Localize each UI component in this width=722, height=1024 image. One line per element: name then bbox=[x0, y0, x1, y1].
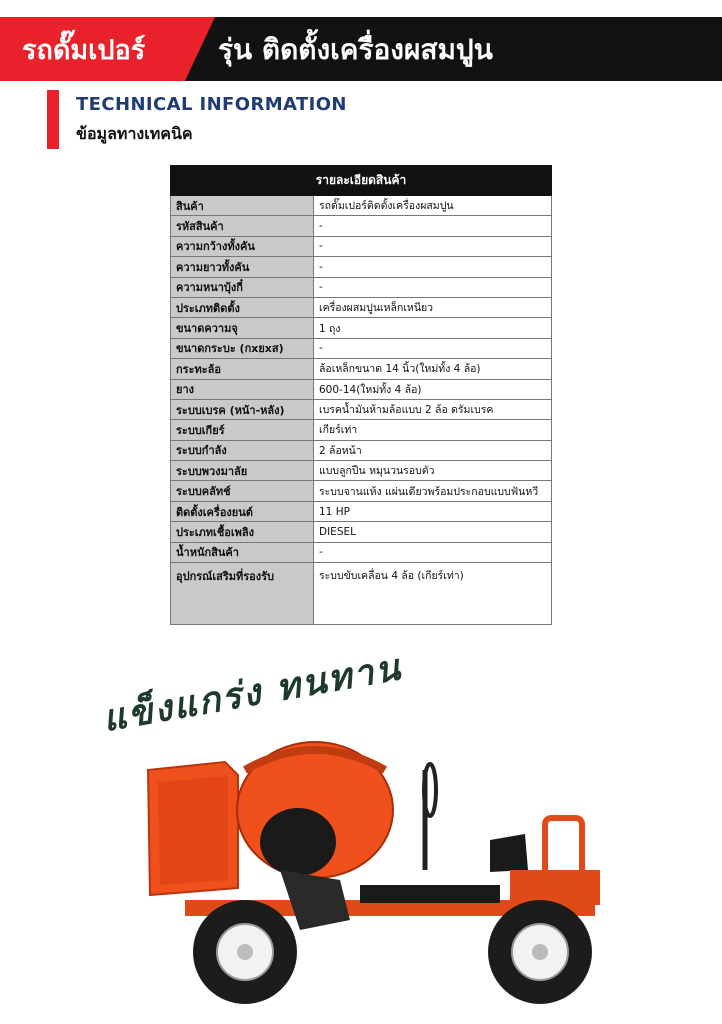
spec-row bbox=[171, 236, 552, 256]
spec-row bbox=[171, 440, 552, 460]
spec-value: รถดั๊มเปอร์ติดตั้งเครื่องผสมปูน bbox=[314, 196, 552, 216]
hopper-panel bbox=[158, 776, 228, 885]
spec-value: - bbox=[314, 277, 552, 297]
spec-label: ระบบพวงมาลัย bbox=[171, 461, 314, 481]
spec-label: ระบบเกียร์ bbox=[171, 420, 314, 440]
spec-row bbox=[171, 318, 552, 338]
engine-block bbox=[360, 885, 500, 903]
spec-row bbox=[171, 542, 552, 562]
spec-table-body bbox=[171, 196, 552, 625]
spec-value: แบบลูกปืน หมุนวนรอบตัว bbox=[314, 461, 552, 481]
concrete-mixer-dumper-illustration bbox=[130, 730, 610, 1020]
spec-label: ความกว้างทั้งคัน bbox=[171, 236, 314, 256]
spec-row bbox=[171, 196, 552, 216]
spec-row bbox=[171, 461, 552, 481]
spec-label: อุปกรณ์เสริมที่รองรับ bbox=[171, 563, 314, 625]
spec-label: ประเภทเชื้อเพลิง bbox=[171, 522, 314, 542]
spec-label: สินค้า bbox=[171, 196, 314, 216]
spec-value: DIESEL bbox=[314, 522, 552, 542]
spec-value: เกียร์เท่า bbox=[314, 420, 552, 440]
spec-row bbox=[171, 216, 552, 236]
spec-label: รหัสสินค้า bbox=[171, 216, 314, 236]
rear-wheel-hub bbox=[532, 944, 548, 960]
spec-row bbox=[171, 379, 552, 399]
spec-table-header-row bbox=[171, 166, 552, 196]
spec-value: - bbox=[314, 257, 552, 277]
spec-value: 600-14(ใหม่ทั้ง 4 ล้อ) bbox=[314, 379, 552, 399]
front-wheel-hub bbox=[237, 944, 253, 960]
slogan: แข็งแกร่ง ทนทาน bbox=[99, 646, 405, 741]
spec-row bbox=[171, 501, 552, 521]
spec-value: 2 ล้อหน้า bbox=[314, 440, 552, 460]
spec-label: ระบบคลัทช์ bbox=[171, 481, 314, 501]
section-accent-bar bbox=[47, 90, 59, 149]
spec-value: - bbox=[314, 338, 552, 358]
discharge-chute bbox=[280, 870, 350, 930]
spec-row bbox=[171, 522, 552, 542]
spec-row bbox=[171, 481, 552, 501]
spec-row bbox=[171, 257, 552, 277]
spec-row bbox=[171, 338, 552, 358]
spec-row bbox=[171, 297, 552, 317]
spec-row bbox=[171, 277, 552, 297]
section-title-th: ข้อมูลทางเทคนิค bbox=[76, 124, 193, 143]
spec-label: ขนาดกระบะ (กxยxส) bbox=[171, 338, 314, 358]
spec-label: น้ำหนักสินค้า bbox=[171, 542, 314, 562]
spec-row bbox=[171, 399, 552, 419]
spec-value: เบรคน้ำมันห้ามล้อแบบ 2 ล้อ ดรัมเบรค bbox=[314, 399, 552, 419]
spec-value: - bbox=[314, 542, 552, 562]
spec-label: ขนาดความจุ bbox=[171, 318, 314, 338]
spec-value: ระบบขับเคลื่อน 4 ล้อ (เกียร์เท่า) bbox=[314, 563, 552, 625]
spec-value: - bbox=[314, 216, 552, 236]
spec-table-header: รายละเอียดสินค้า bbox=[171, 166, 552, 196]
spec-value: เครื่องผสมปูนเหล็กเหนียว bbox=[314, 297, 552, 317]
spec-label: กระทะล้อ bbox=[171, 359, 314, 379]
spec-label: ระบบเบรค (หน้า-หลัง) bbox=[171, 399, 314, 419]
header-category: รถดั๊มเปอร์ bbox=[22, 35, 146, 66]
spec-label: ระบบกำลัง bbox=[171, 440, 314, 460]
header-title: รุ่น ติดตั้งเครื่องผสมปูน bbox=[218, 33, 493, 66]
spec-label: ประเภทติดตั้ง bbox=[171, 297, 314, 317]
spec-table bbox=[170, 165, 552, 625]
driver-seat bbox=[490, 834, 528, 872]
spec-value: 11 HP bbox=[314, 501, 552, 521]
spec-row bbox=[171, 359, 552, 379]
mixer-drum-opening bbox=[260, 808, 336, 876]
spec-label: ยาง bbox=[171, 379, 314, 399]
rear-body bbox=[510, 870, 600, 905]
spec-value: ระบบจานแห้ง แผ่นเดียวพร้อมประกอบแบบฟันหวี bbox=[314, 481, 552, 501]
spec-value: ล้อเหล็กขนาด 14 นิ้ว(ใหม่ทั้ง 4 ล้อ) bbox=[314, 359, 552, 379]
spec-label: ความหนาบุ้งกี๋ bbox=[171, 277, 314, 297]
header-banner bbox=[0, 17, 722, 81]
spec-label: ติดตั้งเครื่องยนต์ bbox=[171, 501, 314, 521]
section-title-en: TECHNICAL INFORMATION bbox=[76, 94, 347, 115]
spec-value: 1 ถุง bbox=[314, 318, 552, 338]
spec-label: ความยาวทั้งคัน bbox=[171, 257, 314, 277]
spec-value: - bbox=[314, 236, 552, 256]
steering-wheel bbox=[424, 764, 436, 816]
spec-row bbox=[171, 420, 552, 440]
spec-row bbox=[171, 563, 552, 625]
